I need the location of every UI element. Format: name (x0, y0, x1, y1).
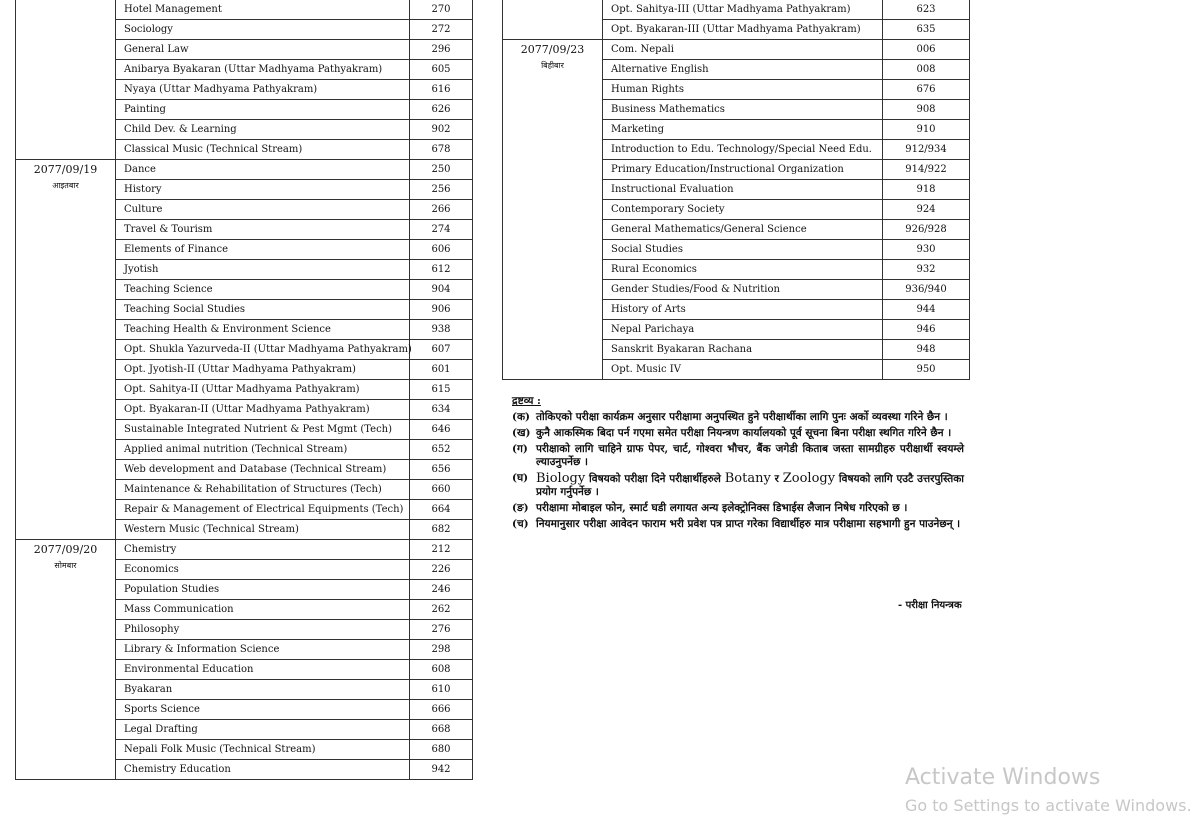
subject-code-cell: 274 (410, 220, 473, 240)
note-item (512, 443, 964, 469)
subject-code-cell: 950 (883, 360, 970, 380)
subject-cell: Legal Drafting (116, 720, 410, 740)
exam-weekday: बिहीबार (541, 61, 564, 70)
exam-date-cell (16, 0, 116, 160)
note-text: परीक्षाको लागि चाहिने ग्राफ पेपर, चार्ट, गोश्वरा भौचर, बैंक जगेडी किताब जस्ता सामग्रीहरु परीक्षार्थी स्वयम्ले ल्याउनुपर्नेछ । (536, 443, 964, 468)
subject-code-cell: 635 (883, 20, 970, 40)
subject-cell: Repair & Management of Electrical Equipments (Tech) (116, 500, 410, 520)
subject-cell: Jyotish (116, 260, 410, 280)
subject-cell: Opt. Shukla Yazurveda-II (Uttar Madhyama Pathyakram) (116, 340, 410, 360)
subject-cell: Nepali Folk Music (Technical Stream) (116, 740, 410, 760)
note-subject-biology: Biology (536, 471, 586, 486)
subject-cell: Teaching Health & Environment Science (116, 320, 410, 340)
subject-code-cell: 906 (410, 300, 473, 320)
subject-cell: General Mathematics/General Science (603, 220, 883, 240)
subject-code-cell: 926/928 (883, 220, 970, 240)
subject-code-cell: 682 (410, 520, 473, 540)
subject-code-cell: 668 (410, 720, 473, 740)
subject-code-cell: 615 (410, 380, 473, 400)
subject-code-cell: 212 (410, 540, 473, 560)
subject-code-cell: 626 (410, 100, 473, 120)
activate-windows-watermark (905, 764, 1192, 820)
subject-code-cell: 936/940 (883, 280, 970, 300)
exam-date: 2077/09/20 (33, 543, 98, 556)
subject-code-cell: 610 (410, 680, 473, 700)
subject-code-cell: 680 (410, 740, 473, 760)
subject-cell: Elements of Finance (116, 240, 410, 260)
subject-code-cell: 256 (410, 180, 473, 200)
subject-cell: Mass Communication (116, 600, 410, 620)
notes-section (512, 395, 964, 534)
exam-date-cell (503, 0, 603, 40)
subject-cell: Teaching Social Studies (116, 300, 410, 320)
subject-cell: Sociology (116, 20, 410, 40)
subject-cell: Web development and Database (Technical Stream) (116, 460, 410, 480)
subject-code-cell: 250 (410, 160, 473, 180)
notes-heading: द्रष्टव्य : (512, 395, 541, 407)
subject-code-cell: 918 (883, 180, 970, 200)
subject-code-cell: 678 (410, 140, 473, 160)
table-row (503, 0, 970, 20)
subject-cell: Sanskrit Byakaran Rachana (603, 340, 883, 360)
subject-code-cell: 606 (410, 240, 473, 260)
subject-cell: Business Mathematics (603, 100, 883, 120)
subject-cell: Gender Studies/Food & Nutrition (603, 280, 883, 300)
subject-code-cell: 666 (410, 700, 473, 720)
note-item (512, 518, 964, 531)
table-row (16, 0, 473, 20)
subject-cell: Marketing (603, 120, 883, 140)
note-marker: (घ) (512, 472, 529, 484)
table-row (16, 540, 473, 560)
exam-date-cell (503, 40, 603, 380)
note-item (512, 411, 964, 424)
subject-cell: Culture (116, 200, 410, 220)
watermark-subtitle: Go to Settings to activate Windows. (905, 796, 1192, 815)
subject-code-cell: 942 (410, 760, 473, 780)
subject-code-cell: 262 (410, 600, 473, 620)
note-item (512, 502, 964, 515)
subject-code-cell: 296 (410, 40, 473, 60)
note-marker: (ख) (512, 427, 531, 439)
subject-cell: History of Arts (603, 300, 883, 320)
subject-code-cell: 270 (410, 0, 473, 20)
subject-cell: Population Studies (116, 580, 410, 600)
subject-cell: Instructional Evaluation (603, 180, 883, 200)
subject-cell: Maintenance & Rehabilitation of Structures (Tech) (116, 480, 410, 500)
subject-cell: Primary Education/Instructional Organization (603, 160, 883, 180)
subject-code-cell: 226 (410, 560, 473, 580)
note-marker: (ङ) (512, 502, 529, 514)
note-item (512, 472, 964, 499)
note-text-part: र (770, 473, 783, 485)
subject-code-cell: 616 (410, 80, 473, 100)
subject-cell: History (116, 180, 410, 200)
note-marker: (च) (512, 518, 529, 530)
subject-code-cell: 676 (883, 80, 970, 100)
subject-code-cell: 908 (883, 100, 970, 120)
subject-cell: Introduction to Edu. Technology/Special Need Edu. (603, 140, 883, 160)
subject-code-cell: 006 (883, 40, 970, 60)
subject-cell: Nyaya (Uttar Madhyama Pathyakram) (116, 80, 410, 100)
note-text: नियमानुसार परीक्षा आवेदन फाराम भरी प्रवेश पत्र प्राप्त गरेका विद्यार्थीहरु मात्र परीक्षामा सहभागी हुन पाउनेछन् । (536, 518, 961, 530)
subject-code-cell: 608 (410, 660, 473, 680)
subject-code-cell: 914/922 (883, 160, 970, 180)
note-marker: (ग) (512, 443, 528, 455)
subject-cell: Environmental Education (116, 660, 410, 680)
exam-date-cell (16, 540, 116, 780)
subject-code-cell: 623 (883, 0, 970, 20)
note-text: तोकिएको परीक्षा कार्यक्रम अनुसार परीक्षामा अनुपस्थित हुने परीक्षार्थीका लागि पुनः अर्को व्यवस्था गरिने छैन । (536, 411, 948, 423)
subject-code-cell: 924 (883, 200, 970, 220)
exam-weekday: सोमबार (54, 561, 77, 570)
subject-code-cell: 605 (410, 60, 473, 80)
note-text-part: विषयको परीक्षा दिने परीक्षार्थीहरुले (585, 473, 725, 485)
subject-cell: Nepal Parichaya (603, 320, 883, 340)
subject-cell: Philosophy (116, 620, 410, 640)
subject-cell: Opt. Byakaran-II (Uttar Madhyama Pathyakram) (116, 400, 410, 420)
subject-cell: Opt. Byakaran-III (Uttar Madhyama Pathyakram) (603, 20, 883, 40)
subject-cell: Child Dev. & Learning (116, 120, 410, 140)
subject-cell: Applied animal nutrition (Technical Stream) (116, 440, 410, 460)
subject-code-cell: 634 (410, 400, 473, 420)
right-exam-schedule-table (502, 0, 970, 380)
subject-code-cell: 912/934 (883, 140, 970, 160)
subject-code-cell: 946 (883, 320, 970, 340)
note-subject-zoology: Zoology (782, 471, 836, 486)
subject-code-cell: 646 (410, 420, 473, 440)
subject-code-cell: 664 (410, 500, 473, 520)
subject-code-cell: 948 (883, 340, 970, 360)
watermark-title: Activate Windows (905, 765, 1101, 790)
subject-code-cell: 944 (883, 300, 970, 320)
subject-cell: Sports Science (116, 700, 410, 720)
subject-code-cell: 660 (410, 480, 473, 500)
subject-cell: Opt. Music IV (603, 360, 883, 380)
subject-code-cell: 930 (883, 240, 970, 260)
subject-code-cell: 272 (410, 20, 473, 40)
note-text-part: विषयको लागि एउटै उत्तरपुस्तिका प्रयोग गर्नुपर्नेछ । (536, 473, 964, 498)
subject-code-cell: 612 (410, 260, 473, 280)
subject-code-cell: 910 (883, 120, 970, 140)
table-row (503, 40, 970, 60)
subject-cell: Chemistry (116, 540, 410, 560)
exam-controller-signature: - परीक्षा नियन्त्रक (898, 600, 962, 611)
subject-cell: Painting (116, 100, 410, 120)
subject-cell: Opt. Jyotish-II (Uttar Madhyama Pathyakram) (116, 360, 410, 380)
subject-cell: Teaching Science (116, 280, 410, 300)
subject-cell: Sustainable Integrated Nutrient & Pest Mgmt (Tech) (116, 420, 410, 440)
subject-cell: Social Studies (603, 240, 883, 260)
subject-code-cell: 607 (410, 340, 473, 360)
note-item (512, 427, 964, 440)
subject-cell: Rural Economics (603, 260, 883, 280)
subject-cell: Library & Information Science (116, 640, 410, 660)
subject-code-cell: 298 (410, 640, 473, 660)
subject-cell: Opt. Sahitya-II (Uttar Madhyama Pathyakram) (116, 380, 410, 400)
subject-code-cell: 938 (410, 320, 473, 340)
subject-cell: Economics (116, 560, 410, 580)
note-text: परीक्षामा मोबाइल फोन, स्मार्ट घडी लगायत अन्य इलेक्ट्रोनिक्स डिभाईस लैजान निषेध गरिएको छ । (536, 502, 908, 514)
subject-code-cell: 601 (410, 360, 473, 380)
subject-code-cell: 266 (410, 200, 473, 220)
subject-cell: Anibarya Byakaran (Uttar Madhyama Pathyakram) (116, 60, 410, 80)
subject-cell: Dance (116, 160, 410, 180)
subject-cell: Human Rights (603, 80, 883, 100)
note-subject-botany: Botany (724, 471, 771, 486)
subject-cell: Byakaran (116, 680, 410, 700)
exam-date: 2077/09/23 (520, 43, 585, 56)
subject-code-cell: 276 (410, 620, 473, 640)
exam-date-cell (16, 160, 116, 540)
note-text: कुनै आकस्मिक बिदा पर्न गएमा समेत परीक्षा नियन्त्रण कार्यालयको पूर्व सूचना बिना परीक्षा स्थगित गरिने छैन । (536, 427, 952, 439)
subject-code-cell: 902 (410, 120, 473, 140)
subject-cell: Hotel Management (116, 0, 410, 20)
left-exam-schedule-table (15, 0, 473, 780)
subject-cell: Alternative English (603, 60, 883, 80)
subject-cell: Western Music (Technical Stream) (116, 520, 410, 540)
exam-date: 2077/09/19 (33, 163, 98, 176)
subject-code-cell: 656 (410, 460, 473, 480)
note-marker: (क) (512, 411, 530, 423)
subject-cell: Travel & Tourism (116, 220, 410, 240)
subject-cell: General Law (116, 40, 410, 60)
subject-cell: Contemporary Society (603, 200, 883, 220)
subject-code-cell: 932 (883, 260, 970, 280)
subject-cell: Chemistry Education (116, 760, 410, 780)
subject-cell: Com. Nepali (603, 40, 883, 60)
note-text (536, 472, 964, 499)
subject-cell: Classical Music (Technical Stream) (116, 140, 410, 160)
subject-code-cell: 652 (410, 440, 473, 460)
subject-code-cell: 904 (410, 280, 473, 300)
subject-cell: Opt. Sahitya-III (Uttar Madhyama Pathyakram) (603, 0, 883, 20)
subject-code-cell: 246 (410, 580, 473, 600)
exam-weekday: आइतबार (52, 181, 79, 190)
subject-code-cell: 008 (883, 60, 970, 80)
table-row (16, 160, 473, 180)
